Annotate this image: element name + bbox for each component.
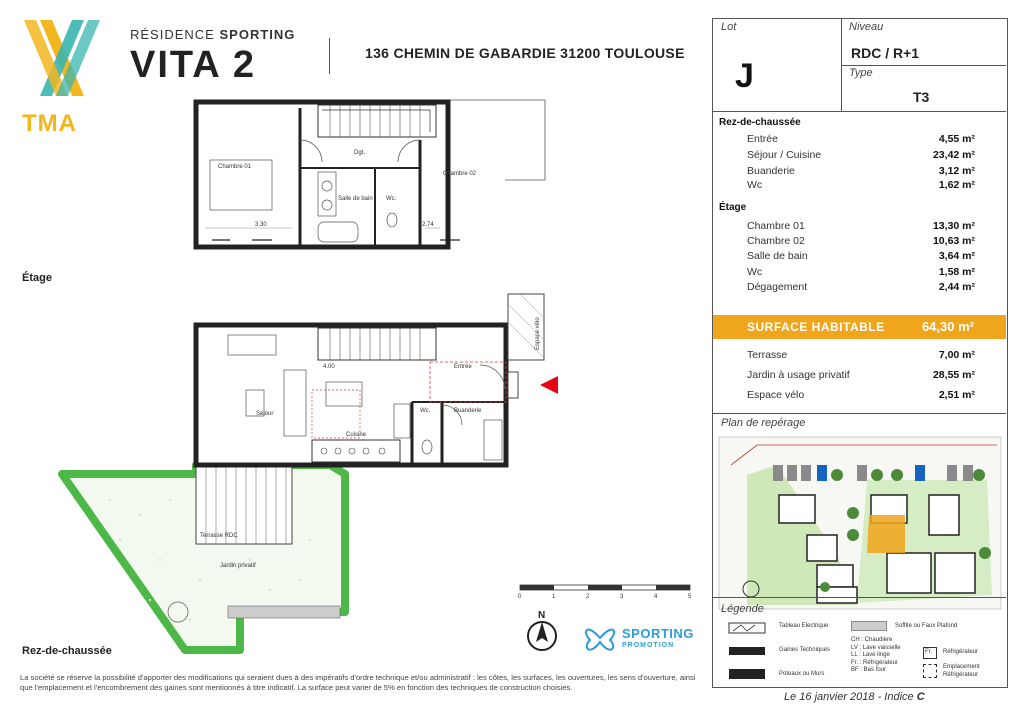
legend-label: Légende bbox=[721, 603, 764, 615]
extra-row: Jardin à usage privatif 28,55 m² bbox=[747, 369, 975, 381]
area-terrasse: Terrasse RDC bbox=[200, 533, 238, 539]
reperage-label: Plan de repérage bbox=[721, 417, 806, 429]
room-salle-de-bain: Salle de bain bbox=[338, 196, 373, 202]
room-buanderie: Buanderie bbox=[454, 408, 482, 414]
floor-label-ground: Rez-de-chaussée bbox=[22, 645, 112, 657]
plan-drawing bbox=[0, 95, 705, 675]
promoter-name: SPORTING bbox=[622, 626, 694, 641]
room-cuisine: Cuisine bbox=[346, 432, 367, 438]
type-value: T3 bbox=[913, 89, 930, 105]
legend-emplacement-box bbox=[923, 664, 937, 678]
legend-poteaux: Poteaux ou Murs bbox=[779, 671, 825, 677]
rdc-title: Rez-de-chaussée bbox=[719, 117, 801, 128]
svg-text:0: 0 bbox=[518, 594, 522, 600]
lot-info-panel bbox=[712, 18, 1008, 688]
lot-label: Lot bbox=[721, 21, 737, 33]
upper-floor-plan bbox=[196, 100, 545, 247]
room-chambre-02: Chambre 02 bbox=[443, 171, 477, 177]
extra-row: Espace vélo 2,51 m² bbox=[747, 389, 975, 401]
room-degagement: Dgt. bbox=[354, 150, 366, 156]
niveau-value: RDC / R+1 bbox=[851, 45, 920, 61]
surface-label: SURFACE HABITABLE bbox=[747, 320, 885, 334]
etage-row: Dégagement 2,44 m² bbox=[747, 281, 975, 293]
rdc-row: Buanderie 3,12 m² bbox=[747, 165, 975, 177]
etage-row: Chambre 01 13,30 m² bbox=[747, 220, 975, 232]
area-espace-velo: Espace vélo bbox=[535, 317, 541, 350]
legend-abbreviations: CH : Chaudière LV : Lave vaisselle LL : Lave linge Fr. : Réfrigérateur BF : Bas four bbox=[851, 637, 901, 673]
header-divider bbox=[329, 38, 330, 74]
ground-floor-plan bbox=[62, 294, 558, 650]
legend-soffite-swatch bbox=[851, 621, 887, 631]
etage-row: Chambre 02 10,63 m² bbox=[747, 235, 975, 247]
svg-text:5: 5 bbox=[688, 594, 692, 600]
floor-plan bbox=[0, 95, 705, 675]
etage-row: Wc 1,58 m² bbox=[747, 266, 975, 278]
rdc-row: Séjour / Cuisine 23,42 m² bbox=[747, 149, 975, 161]
floor-label-upper: Étage bbox=[22, 272, 52, 284]
surface-habitable-band bbox=[713, 315, 1006, 339]
room-wc-upper: Wc. bbox=[386, 196, 397, 202]
residence-label: RÉSIDENCE SPORTING bbox=[130, 27, 296, 42]
area-jardin: Jardin privatif bbox=[220, 563, 256, 569]
dim-2: 2.74 bbox=[422, 222, 434, 228]
type-label: Type bbox=[849, 67, 873, 79]
scale-bar bbox=[520, 585, 690, 590]
room-chambre-01: Chambre 01 bbox=[218, 164, 252, 170]
legend-refrigerateur: Réfrigérateur bbox=[943, 649, 979, 655]
dim-3: 4.00 bbox=[323, 364, 335, 370]
legend-tableau: Tableau Electrique bbox=[779, 623, 829, 629]
legend-fr-symbol: Fr. bbox=[925, 649, 932, 655]
svg-text:4: 4 bbox=[654, 594, 658, 600]
disclaimer-text: La société se réserve la possibilité d'apporter des modifications qui seraient dues à des impératifs d'ordre technique et/ou administratif : les côtes, les surfaces, les ouvertures, les sens d'ouverture, ainsi que l'emplacement et l'encombrement des gaines sont mentionnés à titre indicatif. La surface peut varier de 5% en fonction des techniques de construction choisies. bbox=[20, 673, 696, 693]
legend-soffite: Soffite ou Faux Plafond bbox=[895, 623, 958, 629]
legend-symbols-icon bbox=[723, 621, 783, 681]
svg-text:N: N bbox=[538, 610, 546, 621]
site-plan-map bbox=[717, 435, 1003, 613]
room-entree: Entrée bbox=[454, 364, 472, 370]
etage-title: Étage bbox=[719, 202, 747, 213]
company-name: TMA bbox=[22, 110, 77, 137]
legend-gaines: Gaines Techniques bbox=[779, 647, 830, 653]
niveau-label: Niveau bbox=[849, 21, 884, 33]
svg-text:1: 1 bbox=[552, 594, 556, 600]
room-sejour: Séjour bbox=[256, 411, 274, 417]
address: 136 CHEMIN DE GABARDIE 31200 TOULOUSE bbox=[365, 45, 685, 61]
legend-emplacement: Emplacement Réfrigérateur bbox=[943, 664, 980, 678]
dim-1: 3.30 bbox=[255, 222, 267, 228]
scale-ticks bbox=[518, 594, 692, 600]
svg-text:2: 2 bbox=[586, 594, 590, 600]
rdc-row: Wc 1,62 m² bbox=[747, 179, 975, 191]
svg-text:3: 3 bbox=[620, 594, 624, 600]
tma-logo-icon bbox=[22, 18, 102, 100]
promoter-sub: PROMOTION bbox=[622, 642, 675, 649]
north-compass-icon bbox=[528, 610, 556, 650]
lot-value: J bbox=[735, 57, 754, 95]
surface-value: 64,30 m² bbox=[921, 319, 974, 334]
residence-title: VITA 2 bbox=[130, 44, 257, 86]
rdc-row: Entrée 4,55 m² bbox=[747, 133, 975, 145]
date-index: Le 16 janvier 2018 - Indice C bbox=[784, 691, 925, 703]
etage-row: Salle de bain 3,64 m² bbox=[747, 250, 975, 262]
extra-row: Terrasse 7,00 m² bbox=[747, 349, 975, 361]
room-wc-ground: Wc. bbox=[420, 408, 431, 414]
